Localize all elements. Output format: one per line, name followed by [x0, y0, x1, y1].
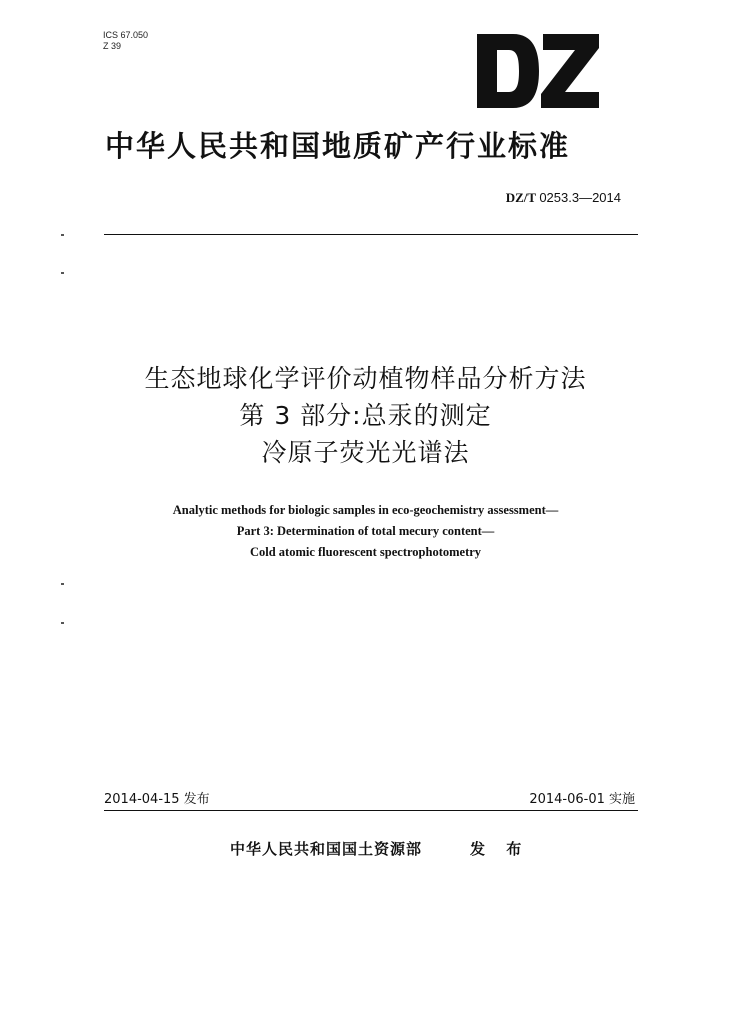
logo-letter-d [477, 34, 539, 108]
classification-codes [103, 30, 148, 52]
bottom-divider [104, 810, 638, 811]
issue-date: 2014-04-15 发布 [104, 792, 210, 807]
english-title [0, 500, 731, 563]
english-title-line-3: Cold atomic fluorescent spectrophotometry [249, 545, 482, 559]
ics-code: ICS 67.050 [103, 30, 149, 40]
publisher-name: 中华人民共和国国土资源部 [230, 840, 423, 858]
english-title-line-2: Part 3: Determination of total mecury content— [236, 524, 495, 538]
chinese-title [0, 360, 731, 471]
ccs-code: Z 39 [103, 41, 122, 51]
english-title-line-1: Analytic methods for biologic samples in eco-geochemistry assessment— [172, 503, 559, 517]
standard-number-value: 0253.3—2014 [539, 190, 621, 205]
dz-logo [475, 28, 601, 114]
scan-speck [61, 272, 64, 274]
chinese-title-line-3: 冷原子荧光光谱法 [261, 438, 470, 467]
implement-date: 2014-06-01 实施 [529, 792, 635, 807]
scan-speck [61, 583, 64, 585]
scan-speck [61, 622, 64, 624]
scan-speck [61, 234, 64, 236]
logo-letter-z [541, 34, 599, 108]
standard-number-prefix: DZ/T [505, 190, 537, 205]
top-divider [104, 234, 638, 235]
chinese-title-line-2: 第 3 部分:总汞的测定 [239, 401, 492, 430]
chinese-title-line-1: 生态地球化学评价动植物样品分析方法 [144, 364, 587, 393]
org-title: 中华人民共和国地质矿产行业标准 [105, 129, 571, 163]
standard-number [506, 190, 621, 206]
publish-label: 发 布 [470, 840, 530, 858]
